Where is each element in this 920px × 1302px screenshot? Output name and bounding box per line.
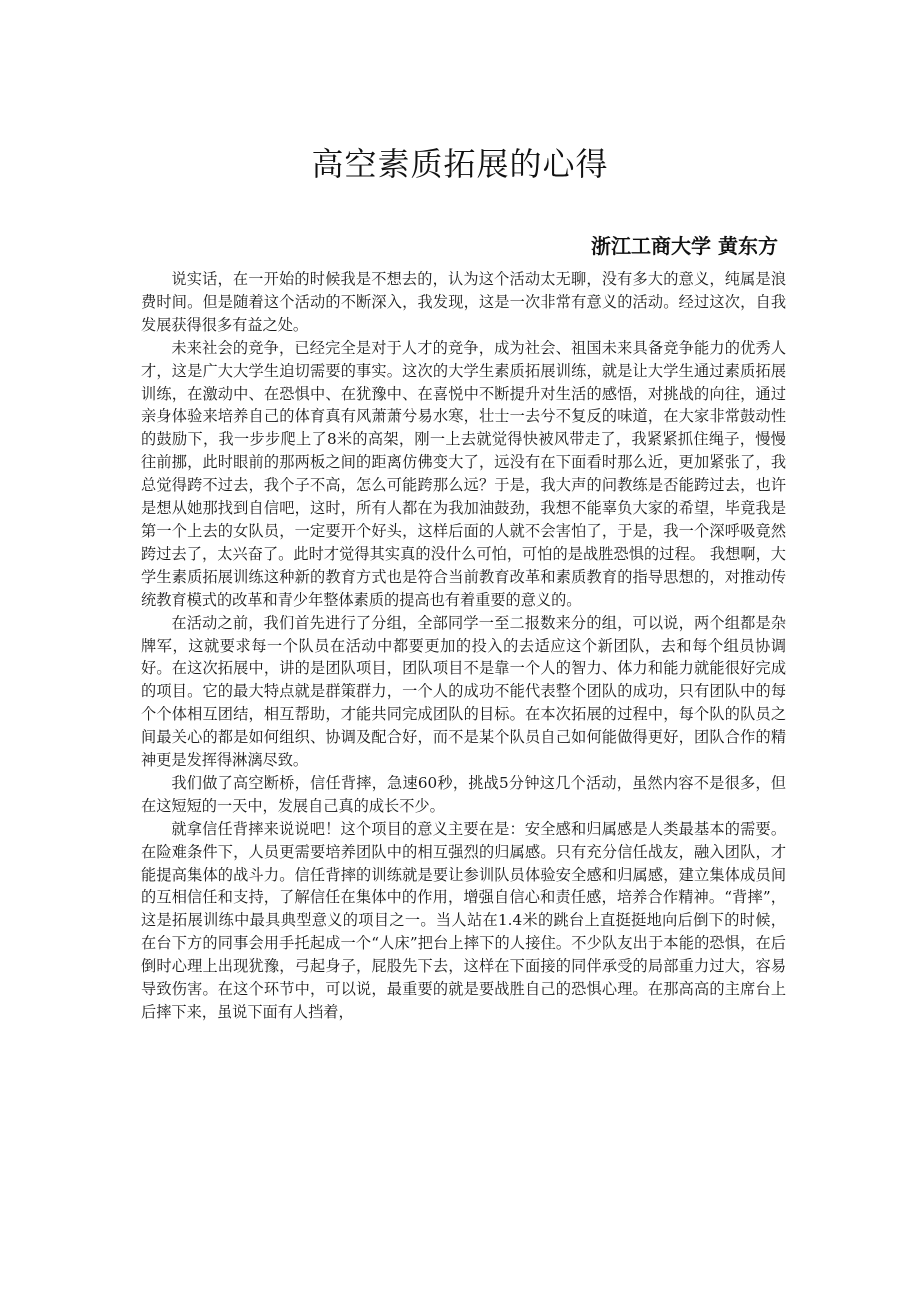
body-paragraph-3: 在活动之前，我们首先进行了分组，全部同学一至二报数来分的组，可以说，两个组都是杂牌军，这就要求每一个队员在活动中都要更加的投入的去适应这个新团队，去和每个组员协调好。在这次拓展中，讲的是团队项目，团队项目不是靠一个人的智力、体力和能力就能很好完成的项目。它的最大特点就是群策群力，一个人的成功不能代表整个团队的成功，只有团队中的每个个体相互团结，相互帮助，才能共同完成团队的目标。在本次拓展的过程中，每个队的队员之间最关心的都是如何组织、协调及配合好，而不是某个队员自己如何能做得更好，团队合作的精神更是发挥得淋漓尽致。: [141, 613, 786, 770]
document-author: 浙江工商大学 黄东方: [591, 234, 778, 258]
body-paragraph-1: 说实话，在一开始的时候我是不想去的，认为这个活动太无聊，没有多大的意义，纯属是浪费时间。但是随着这个活动的不断深入，我发现，这是一次非常有意义的活动。经过这次，自我发展获得很多有益之处。: [141, 270, 786, 334]
document-body: [141, 268, 786, 1024]
body-paragraph-4: 我们做了高空断桥，信任背摔，急速60秒，挑战5分钟这几个活动，虽然内容不是很多，但在这短短的一天中，发展自己真的成长不少。: [141, 773, 786, 815]
body-paragraph-2: 未来社会的竞争，已经完全是对于人才的竞争，成为社会、祖国未来具备竞争能力的优秀人才，这是广大大学生迫切需要的事实。这次的大学生素质拓展训练，就是让大学生通过素质拓展训练，在激动中、在恐惧中、在犹豫中、在喜悦中不断提升对生活的感悟，对挑战的向往，通过亲身体验来培养自己的体育真有风萧萧兮易水寒，壮士一去兮不复反的味道，在大家非常鼓动性的鼓励下，我一步步爬上了8米的高架，刚一上去就觉得快被风带走了，我紧紧抓住绳子，慢慢往前挪，此时眼前的那两板之间的距离仿佛变大了，远没有在下面看时那么近，更加紧张了，我总觉得跨不过去，我个子不高，怎么可能跨那么远？于是，我大声的问教练是否能跨过去，也许是想从她那找到自信吧，这时，所有人都在为我加油鼓劲，我想不能辜负大家的希望，毕竟我是第一个上去的女队员，一定要开个好头，这样后面的人就不会害怕了，于是，我一个深呼吸竟然跨过去了，太兴奋了。此时才觉得其实真的没什么可怕，可怕的是战胜恐惧的过程。 我想啊，大学生素质拓展训练这种新的教育方式也是符合当前教育改革和素质教育的指导思想的，对推动传统教育模式的改革和青少年整体素质的提高也有着重要的意义的。: [141, 338, 786, 609]
body-paragraph-5: 就拿信任背摔来说说吧！这个项目的意义主要在是：安全感和归属感是人类最基本的需要。在险难条件下，人员更需要培养团队中的相互强烈的归属感。只有充分信任战友，融入团队，才能提高集体的战斗力。信任背摔的训练就是要让参训队员体验安全感和归属感，建立集体成员间的互相信任和支持，了解信任在集体中的作用，增强自信心和责任感，培养合作精神。“背摔”，这是拓展训练中最具典型意义的项目之一。当人站在1.4米的跳台上直挺挺地向后倒下的时候，在台下方的同事会用手托起成一个“人床”把台上摔下的人接住。不少队友出于本能的恐惧，在后倒时心理上出现犹豫，弓起身子，屁股先下去，这样在下面接的同伴承受的局部重力过大，容易导致伤害。在这个环节中，可以说，最重要的就是要战胜自己的恐惧心理。在那高高的主席台上后摔下来，虽说下面有人挡着，: [141, 819, 786, 1021]
document-title: 高空素质拓展的心得: [311, 145, 609, 183]
